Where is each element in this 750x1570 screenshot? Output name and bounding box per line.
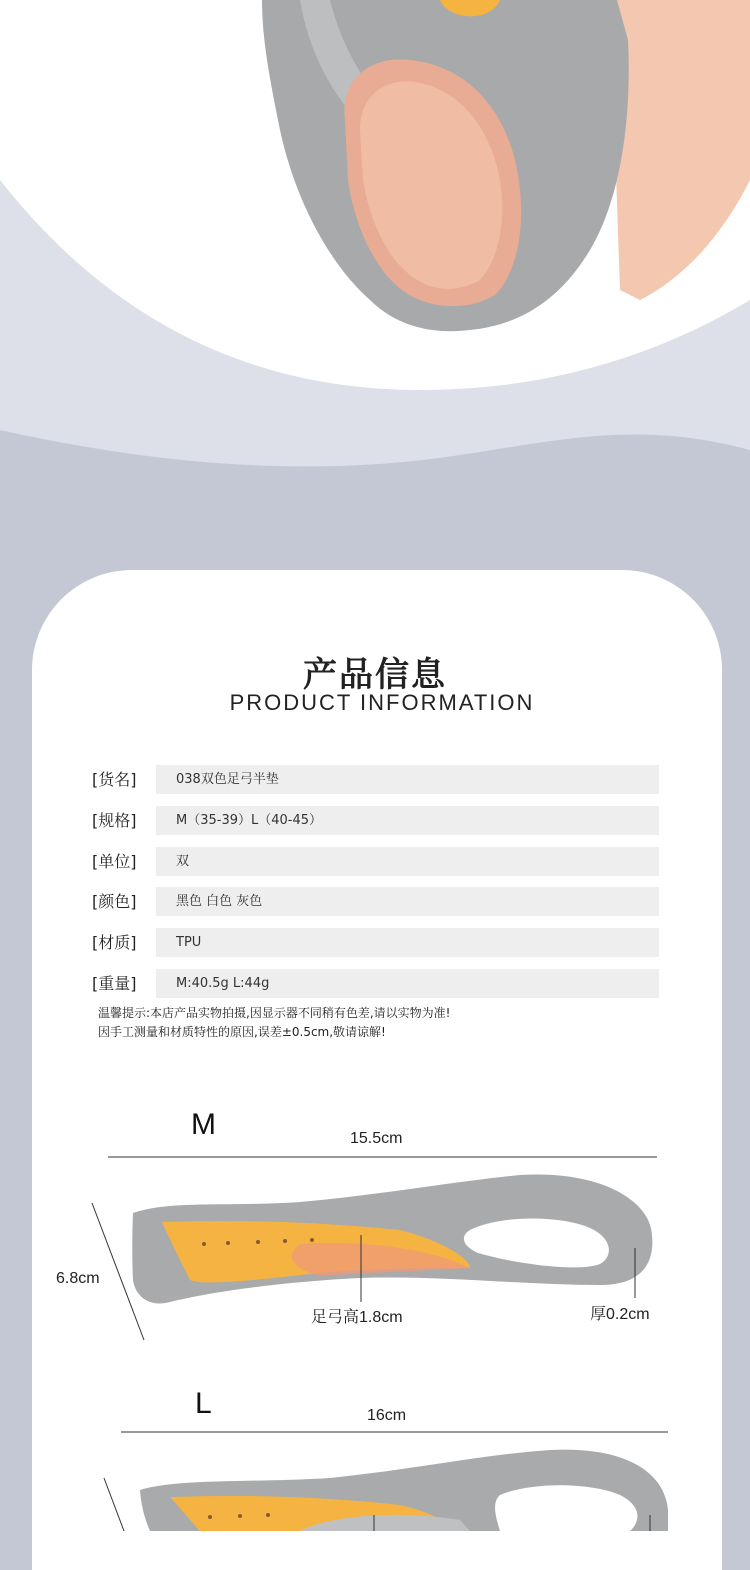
spec-label: [重量] xyxy=(92,974,137,993)
size-m-width: 6.8cm xyxy=(56,1270,100,1287)
spec-label: [单位] xyxy=(92,852,137,871)
size-m-letter: M xyxy=(191,1108,216,1141)
size-m-arch-height: 足弓高1.8cm xyxy=(311,1309,403,1326)
spec-value: 黑色 白色 灰色 xyxy=(156,887,659,916)
section-title-en: PRODUCT INFORMATION xyxy=(229,690,535,715)
spec-value: 双 xyxy=(156,847,659,876)
notice-line: 温馨提示:本店产品实物拍摄,因显示器不同稍有色差,请以实物为准! xyxy=(98,1006,451,1020)
spec-value: M（35-39）L（40-45） xyxy=(156,806,659,835)
size-m-thickness: 厚0.2cm xyxy=(590,1306,650,1323)
spec-label: [材质] xyxy=(92,933,137,952)
section-title-cn: 产品信息 xyxy=(303,655,447,695)
size-m-length: 15.5cm xyxy=(350,1130,403,1147)
spec-value: 038双色足弓半垫 xyxy=(156,765,659,794)
spec-label: [货名] xyxy=(92,770,137,789)
spec-label: [规格] xyxy=(92,811,137,830)
spec-label: [颜色] xyxy=(92,892,137,911)
spec-value: M:40.5g L:44g xyxy=(156,969,659,998)
size-l-length: 16cm xyxy=(367,1407,407,1424)
notice-line: 因手工测量和材质特性的原因,误差±0.5cm,敬请谅解! xyxy=(98,1025,386,1039)
size-l-letter: L xyxy=(195,1387,212,1420)
spec-value: TPU xyxy=(156,928,659,957)
